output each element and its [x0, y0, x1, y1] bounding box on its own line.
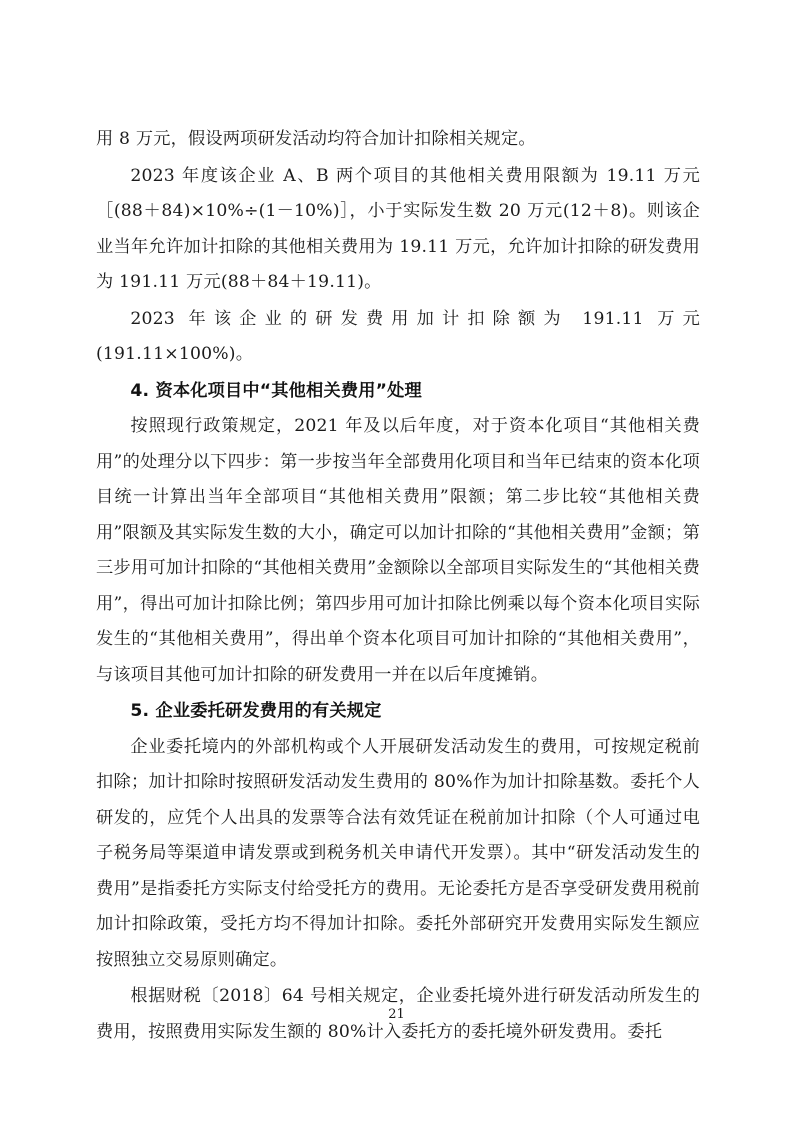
page-content: [96, 122, 700, 1051]
paragraph-6: 根据财税〔2018〕64 号相关规定，企业委托境外进行研发活动所发生的费用，按照费用实际发生额的 80%计入委托方的委托境外研发费用。委托: [96, 986, 700, 1042]
paragraph-3: 2023 年该企业的研发费用加计扣除额为 191.11 万元(191.11×100%)。: [96, 308, 700, 364]
page-number: 21: [388, 1007, 405, 1022]
paragraph-4: 按照现行政策规定，2021 年及以后年度，对于资本化项目“其他相关费用”的处理分以下四步：第一步按当年全部费用化项目和当年已结束的资本化项目统一计算出当年全部项目“其他相关费用”限额；第二步比较“其他相关费用”限额及其实际发生数的大小，确定可以加计扣除的“其他相关费用”金额；第三步用可加计扣除的“其他相关费用”金额除以全部项目实际发生的“其他相关费用”，得出可加计扣除比例；第四步用可加计扣除比例乘以每个资本化项目实际发生的“其他相关费用”，得出单个资本化项目可加计扣除的“其他相关费用”，与该项目其他可加计扣除的研发费用一并在以后年度摊销。: [96, 416, 700, 685]
section-heading-5: 5. 企业委托研发费用的有关规定: [130, 701, 382, 721]
paragraph-5: 企业委托境内的外部机构或个人开展研发活动发生的费用，可按规定税前扣除；加计扣除时按照研发活动发生费用的 80%作为加计扣除基数。委托个人研发的，应凭个人出具的发票等合法有效凭证在税前加计扣除（个人可通过电子税务局等渠道申请发票或到税务机关申请代开发票）。其中“研发活动发生的费用”是指委托方实际支付给受托方的费用。无论委托方是否享受研发费用税前加计扣除政策，受托方均不得加计扣除。委托外部研究开发费用实际发生额应按照独立交易原则确定。: [96, 736, 700, 970]
section-heading-4: 4. 资本化项目中“其他相关费用”处理: [130, 380, 422, 401]
paragraph-1: 用 8 万元，假设两项研发活动均符合加计扣除相关规定。: [96, 129, 536, 149]
paragraph-2: 2023 年度该企业 A、B 两个项目的其他相关费用限额为 19.11 万元［(88＋84)×10%÷(1－10%)］，小于实际发生数 20 万元(12＋8)。则该企业当年允许加计扣除的其他相关费用为 19.11 万元，允许加计扣除的研发费用为 191.11 万元(88＋84＋19.11)。: [96, 165, 700, 292]
